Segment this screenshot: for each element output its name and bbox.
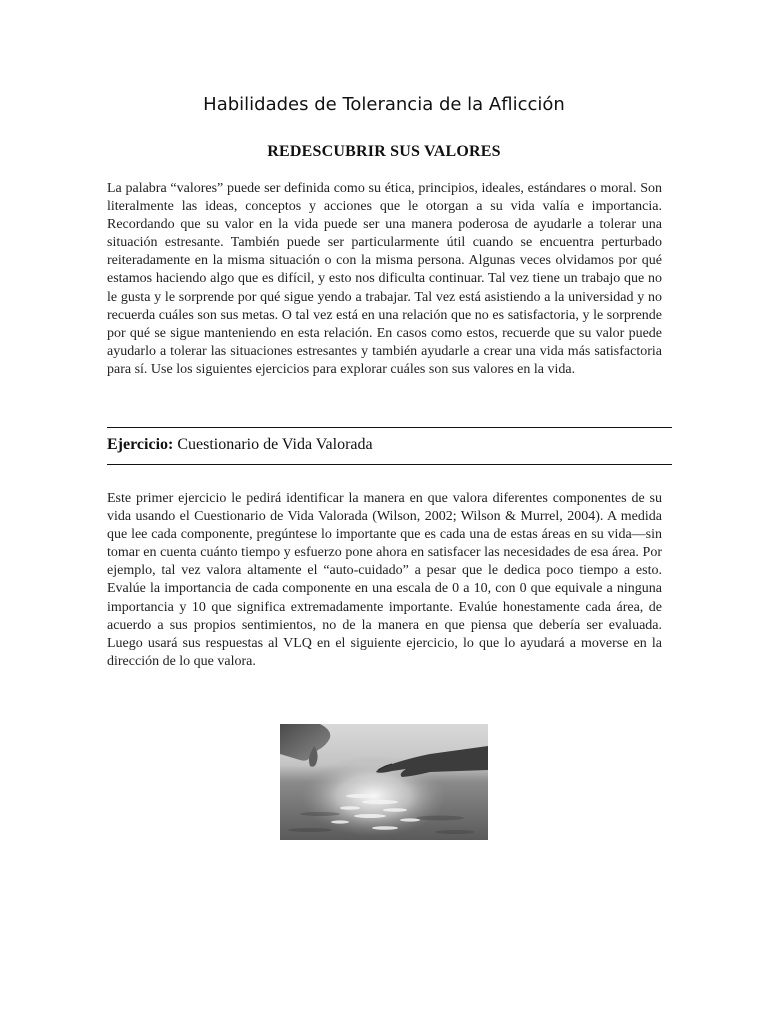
exercise-title: Cuestionario de Vida Valorada (177, 436, 373, 453)
exercise-paragraph: Este primer ejercicio le pedirá identificar la manera en que valora diferentes componentes de su vida usando el Cuestionario de Vida Valorada (Wilson, 2002; Wilson & Murrel, 2004). A medida que lee cada componente, pregúntese lo importante que es cada una de estas áreas en su vida—sin tomar en cuenta cuánto tiempo y esfuerzo pone ahora en satisfacer las necesidades de esa área. Por ejemplo, tal vez valora altamente el “auto-cuidado” a pesar que le dedica poco tiempo a esto. Evalúe la importancia de cada componente en una escala de 0 a 10, con 0 que equivale a ninguna importancia y 10 que significa extremadamente importante. Evalúe honestamente cada área, de acuerdo a sus propios sentimientos, no de la manera en que piensa que debería ser evaluada. Luego usará sus respuestas al VLQ en el siguiente ejercicio, lo que lo ayudará a moverse en la dirección de lo que valora. (107, 491, 662, 669)
divider-top (107, 427, 672, 428)
intro-paragraph: La palabra “valores” puede ser definida como su ética, principios, ideales, estándares o moral. Son literalmente las ideas, conceptos y acciones que le otorgan a su vida valía e importancia. Recordando que su valor en la vida puede ser una manera poderosa de ayudarle a tolerar una situación estresante. También puede ser particularmente útil cuando se encuentra perturbado reiteradamente en la misma situación o con la misma persona. Algunas veces olvidamos por qué estamos haciendo algo que es difícil, y esto nos dificulta continuar. Tal vez tiene un trabajo que no le gusta y le sorprende por qué sigue yendo a trabajar. Tal vez está asistiendo a la universidad y no recuerda cuáles son sus metas. O tal vez está en una relación que no es satisfactoria, y le sorprende por qué se sigue manteniendo en esta relación. En casos como estos, recuerde que su valor puede ayudarlo a tolerar las situaciones estresantes y también ayudarle a crear una vida más satisfactoria para sí. Use los siguientes ejercicios para explorar cuáles son sus valores en la vida. (107, 181, 662, 377)
exercise-label: Ejercicio: (107, 436, 174, 453)
hands-over-water-photo (280, 724, 488, 840)
document-title: Habilidades de Tolerancia de la Aflicción (203, 94, 565, 115)
section-title: REDESCUBRIR SUS VALORES (267, 143, 501, 160)
exercise-heading (107, 436, 373, 454)
divider-bottom (107, 464, 672, 465)
hands-photo-graphic (280, 724, 488, 840)
